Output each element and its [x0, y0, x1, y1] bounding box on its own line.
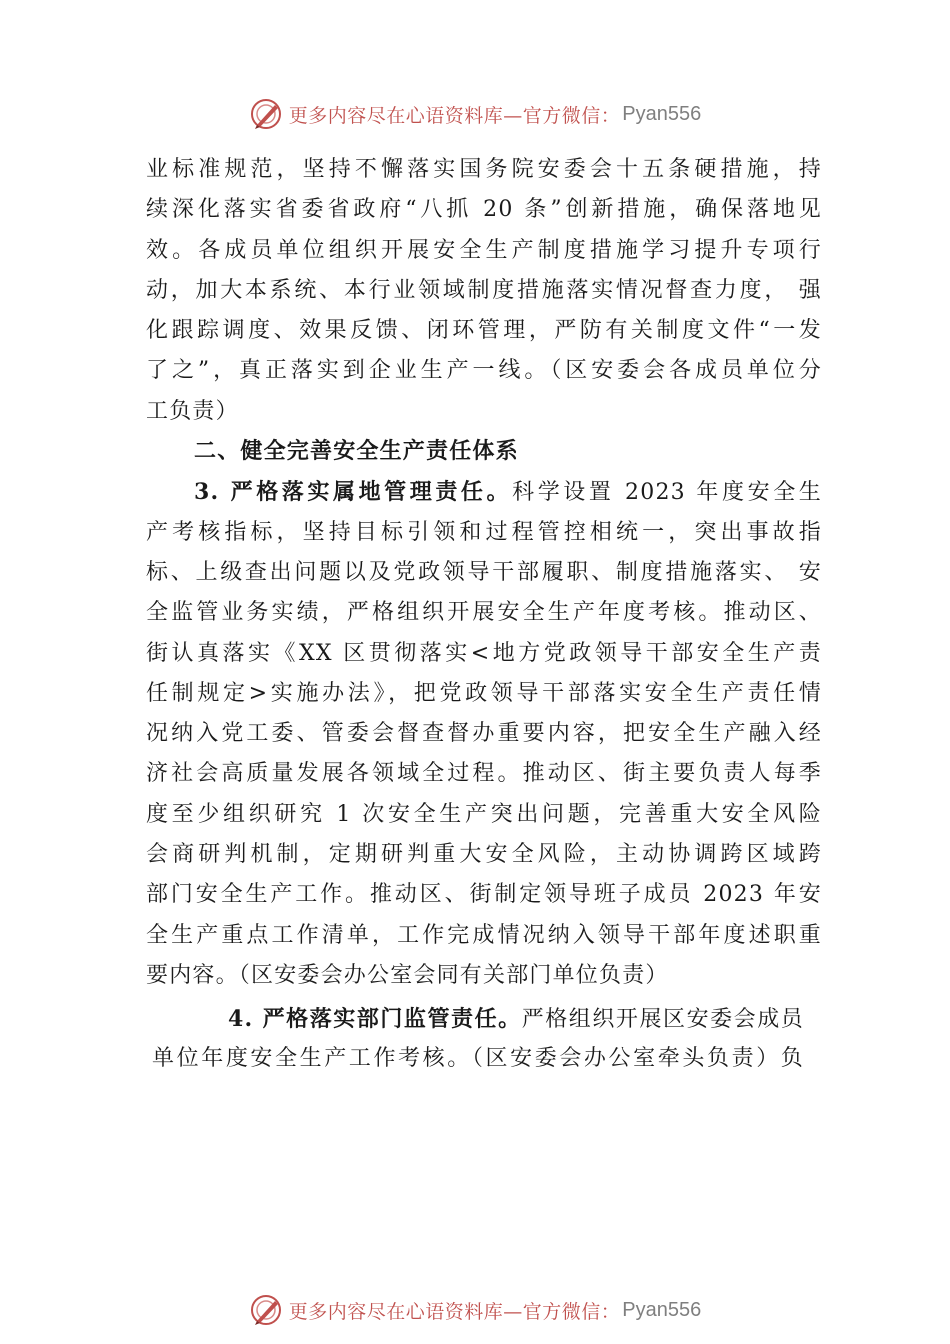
item4-line: 单位年度安全生产工作考核。（区安委会办公室牵头负责）负 — [152, 1046, 804, 1072]
item3-line: 度至少组织研究 1 次安全生产突出问题，完善重大安全风险 — [146, 801, 822, 827]
item3-line: 会商研判机制，定期研判重大安全风险，主动协调跨区域跨 — [146, 842, 822, 868]
para1-line: 动，加大本系统、本行业领域制度措施落实情况督查力度， 强 — [146, 277, 822, 303]
item3-line: 产考核指标，坚持目标引领和过程管控相统一，突出事故指 — [146, 519, 822, 545]
item3-line: 任制规定>实施办法》，把党政领导干部落实安全生产责任情 — [146, 680, 822, 706]
item3-heading: 3. 严格落实属地管理责任。 — [194, 479, 513, 506]
footer-banner — [0, 1290, 950, 1330]
item3-first-line — [146, 472, 822, 512]
item3-line: 部门安全生产工作。推动区、街制定领导班子成员 2023 年安 — [146, 882, 822, 908]
banner-wechat-id: Pyan556 — [622, 1298, 702, 1321]
item3-line: 全生产重点工作清单，工作完成情况纳入领导干部年度述职重 — [146, 922, 822, 948]
section-title: 二、健全完善安全生产责任体系 — [194, 439, 519, 465]
item3-line: 街认真落实《XX 区贯彻落实<地方党政领导干部安全生产责 — [146, 640, 822, 666]
para1-line: 了之”，真正落实到企业生产一线。（区安委会各成员单位分 — [146, 358, 822, 384]
item4-block — [152, 999, 804, 1080]
header-banner — [0, 94, 950, 134]
banner-text: 更多内容尽在心语资料库—官方微信： — [288, 104, 621, 127]
item3-line: 全监管业务实绩，严格组织开展安全生产年度考核。推动区、 — [146, 600, 822, 626]
item3-line: 要内容。（区安委会办公室会同有关部门单位负责） — [146, 962, 669, 988]
para1-line: 效。各成员单位组织开展安全生产制度措施学习提升专项行 — [146, 237, 822, 263]
item4-heading: 4. 严格落实部门监管责任。 — [228, 1006, 522, 1032]
document-body — [146, 150, 822, 996]
item4-first-line — [152, 999, 804, 1039]
item3-first-line-rest: 科学设置 2023 年度安全生 — [512, 480, 822, 506]
item3-line: 济社会高质量发展各领域全过程。推动区、街主要负责人每季 — [146, 761, 822, 787]
item3-line: 况纳入党工委、管委会督查督办重要内容，把安全生产融入经 — [146, 721, 822, 747]
item3-line: 标、上级查出问题以及党政领导干部履职、制度措施落实、 安 — [146, 559, 822, 585]
pen-logo-icon — [249, 1293, 283, 1327]
para1-line: 化跟踪调度、效果反馈、闭环管理，严防有关制度文件“一发 — [146, 318, 822, 344]
pen-logo-icon — [249, 97, 283, 131]
para1-line: 续深化落实省委省政府“八抓 20 条”创新措施，确保落地见 — [146, 197, 822, 223]
banner-wechat-id: Pyan556 — [622, 102, 702, 125]
para1-line: 工负责） — [146, 398, 239, 424]
item4-first-line-rest: 严格组织开展区安委会成员 — [521, 1007, 804, 1032]
para1-line: 业标准规范，坚持不懈落实国务院安委会十五条硬措施，持 — [146, 157, 822, 182]
banner-text: 更多内容尽在心语资料库—官方微信： — [288, 1300, 621, 1323]
